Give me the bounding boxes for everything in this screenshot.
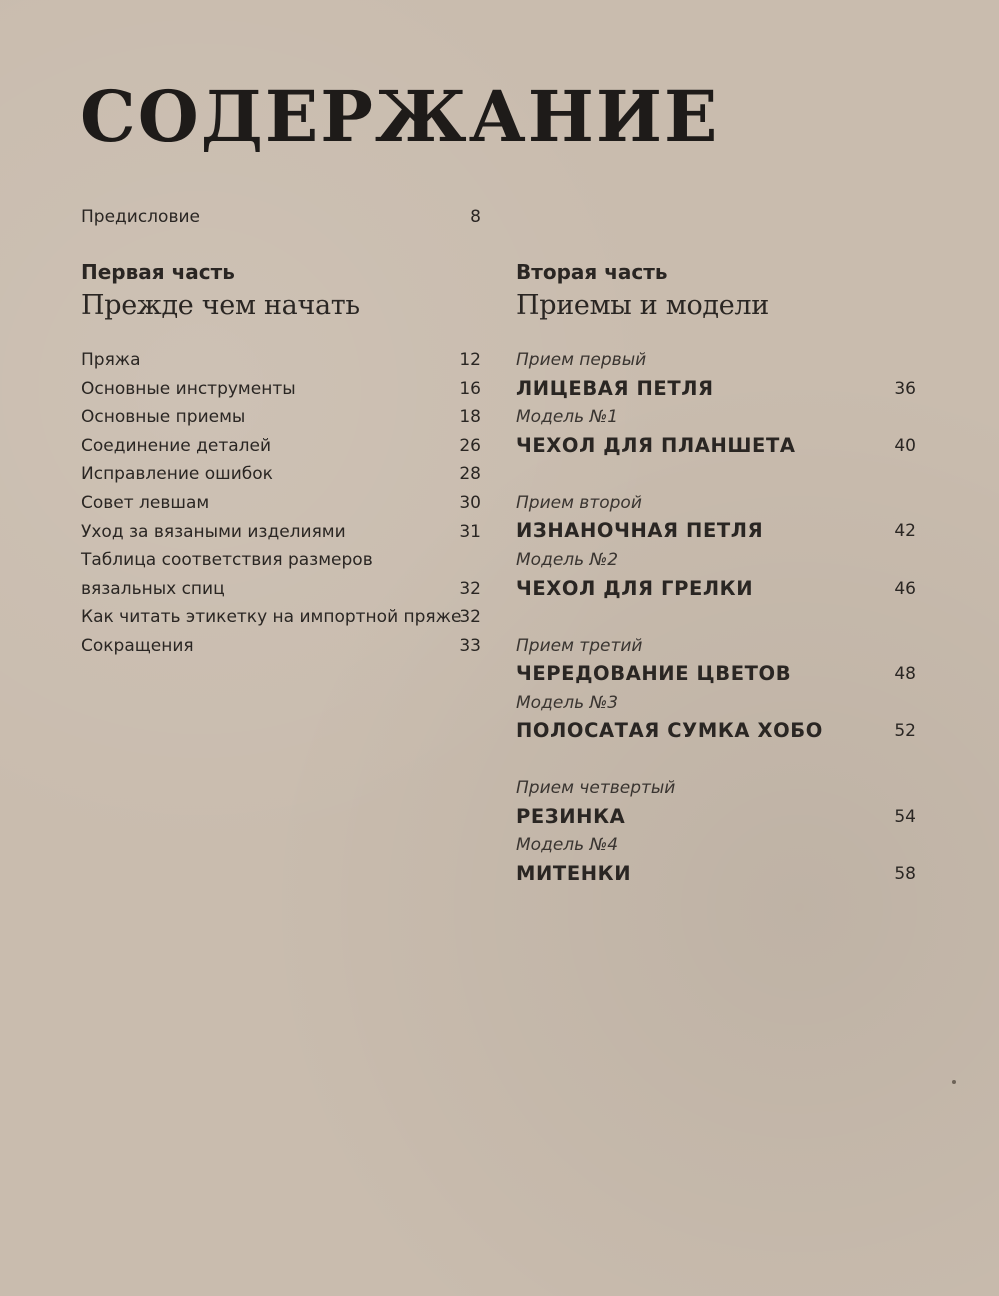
technique-page: 48 xyxy=(894,664,916,685)
toc-entry xyxy=(81,632,481,661)
toc-entry xyxy=(81,546,481,575)
toc-entry xyxy=(81,346,481,375)
technique-kicker: Прием первый xyxy=(516,350,647,370)
toc-entry xyxy=(81,403,481,432)
toc-entry-label: Исправление ошибок xyxy=(81,464,273,485)
model-title: ЧЕХОЛ ДЛЯ ГРЕЛКИ xyxy=(516,576,754,600)
model-kicker: Модель №1 xyxy=(516,407,619,428)
preface-label: Предисловие xyxy=(81,207,200,227)
part1-title: Первая часть xyxy=(81,260,235,284)
technique-title: РЕЗИНКА xyxy=(516,804,626,828)
toc-entry-page: 32 xyxy=(459,578,481,599)
part2-header xyxy=(516,262,916,319)
toc-entry-page: 12 xyxy=(459,350,481,370)
technique-title: ИЗНАНОЧНАЯ ПЕТЛЯ xyxy=(516,519,764,543)
model-entry xyxy=(516,860,916,889)
toc-entry-page: 32 xyxy=(459,607,481,628)
toc-entry xyxy=(81,375,481,404)
technique-entry xyxy=(516,803,916,832)
model-page: 40 xyxy=(894,435,916,456)
technique-title: ЧЕРЕДОВАНИЕ ЦВЕТОВ xyxy=(516,662,792,686)
part2-title: Вторая часть xyxy=(516,260,668,284)
technique-kicker: Прием второй xyxy=(516,492,642,513)
preface-page: 8 xyxy=(470,207,481,227)
technique-entry xyxy=(516,660,916,689)
technique-page: 36 xyxy=(894,378,916,399)
toc-entry-label: Основные инструменты xyxy=(81,378,296,399)
toc-group xyxy=(516,346,916,460)
toc-entry-page: 16 xyxy=(459,378,481,399)
part1-subtitle: Прежде чем начать xyxy=(81,290,360,321)
technique-kicker: Прием четвертый xyxy=(516,778,676,799)
toc-entry-label: Совет левшам xyxy=(81,492,210,513)
toc-group xyxy=(516,774,916,888)
model-title: ЧЕХОЛ ДЛЯ ПЛАНШЕТА xyxy=(516,433,796,457)
toc-entry xyxy=(81,432,481,461)
technique-page: 42 xyxy=(894,521,916,542)
page-title: СОДЕРЖАНИЕ xyxy=(80,75,720,158)
toc-entry-page: 30 xyxy=(459,492,481,513)
model-entry xyxy=(516,717,916,746)
technique-kicker: Прием третий xyxy=(516,635,643,656)
toc-entry-label: Пряжа xyxy=(81,350,141,370)
model-kicker: Модель №2 xyxy=(516,549,619,570)
technique-entry xyxy=(516,375,916,404)
model-page: 58 xyxy=(894,864,916,885)
technique-page: 54 xyxy=(894,806,916,827)
toc-group xyxy=(516,632,916,746)
part2-subtitle: Приемы и модели xyxy=(516,290,769,321)
technique-title: ЛИЦЕВАЯ ПЕТЛЯ xyxy=(516,376,714,400)
model-entry xyxy=(516,432,916,461)
toc-entry-label: Как читать этикетку на импортной пряже xyxy=(81,607,462,628)
toc-entry-page: 18 xyxy=(459,407,481,428)
paper-speck xyxy=(952,1080,956,1084)
toc-entry-label: Таблица соответствия размеров xyxy=(81,550,373,571)
toc-entry xyxy=(81,603,481,632)
part1-header xyxy=(81,262,481,319)
toc-entry-label: вязальных спиц xyxy=(81,578,225,599)
toc-entry xyxy=(81,460,481,489)
model-page: 46 xyxy=(894,578,916,599)
toc-entry xyxy=(81,518,481,547)
toc-group xyxy=(516,489,916,603)
toc-entry-page: 28 xyxy=(459,464,481,485)
toc-entry-page: 26 xyxy=(459,435,481,456)
preface-entry xyxy=(81,203,481,232)
model-title: ПОЛОСАТАЯ СУМКА ХОБО xyxy=(516,719,823,743)
model-page: 52 xyxy=(894,721,916,742)
part1-list xyxy=(81,346,481,661)
toc-entry-label: Основные приемы xyxy=(81,407,246,428)
toc-entry xyxy=(81,489,481,518)
model-kicker: Модель №3 xyxy=(516,692,619,713)
toc-entry-label: Соединение деталей xyxy=(81,435,272,456)
model-kicker: Модель №4 xyxy=(516,835,619,856)
model-title: МИТЕНКИ xyxy=(516,862,632,886)
toc-entry-label: Сокращения xyxy=(81,635,194,656)
toc-entry xyxy=(81,575,481,604)
toc-entry-page: 33 xyxy=(459,635,481,656)
part2-list xyxy=(516,346,916,917)
technique-entry xyxy=(516,517,916,546)
toc-entry-page: 31 xyxy=(459,521,481,542)
toc-entry-label: Уход за вязаными изделиями xyxy=(81,521,346,542)
model-entry xyxy=(516,575,916,604)
